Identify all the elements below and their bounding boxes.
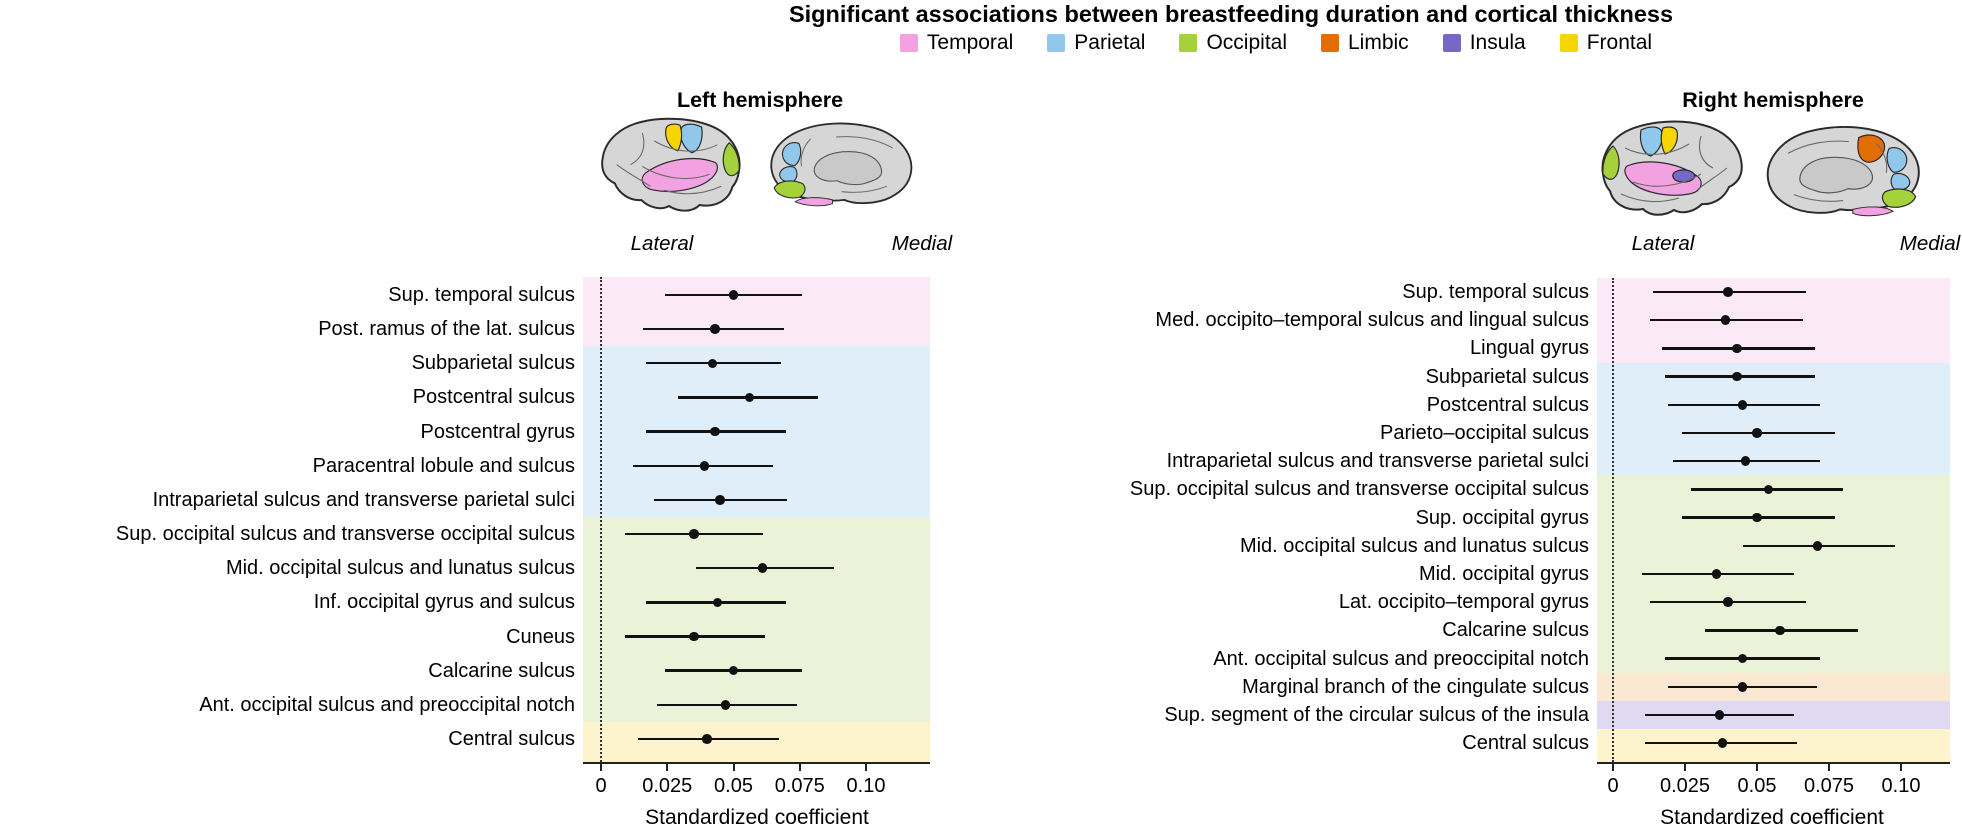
row-label: Parieto–occipital sulcus xyxy=(1380,422,1589,444)
brain-medial-left-icon xyxy=(765,117,920,219)
row-label: Sup. occipital gyrus xyxy=(1415,506,1589,529)
row-label: Marginal branch of the cingulate sulcus xyxy=(1242,675,1589,698)
legend-swatch-parietal-icon xyxy=(1047,34,1065,52)
x-axis-tick xyxy=(600,764,602,771)
point-estimate-dot xyxy=(1715,710,1725,720)
left-hemisphere-title: Left hemisphere xyxy=(676,88,844,112)
row-label: Lingual gyrus xyxy=(1470,337,1589,360)
legend-label: Occipital xyxy=(1206,31,1287,54)
legend-item-insula xyxy=(1443,31,1526,55)
legend-swatch-frontal-icon xyxy=(1560,34,1578,52)
x-tick-label: 0.05 xyxy=(1737,775,1777,797)
row-label: Paracentral lobule and sulcus xyxy=(312,454,575,477)
legend-item-occipital xyxy=(1179,31,1287,55)
row-label: Sup. occipital sulcus and transverse occipital sulcus xyxy=(115,523,575,546)
row-label: Sup. temporal sulcus xyxy=(388,284,575,306)
x-tick-label: 0.075 xyxy=(774,775,825,797)
row-label: Inf. occipital gyrus and sulcus xyxy=(313,591,575,614)
x-tick-label: 0 xyxy=(1607,775,1619,797)
legend-item-limbic xyxy=(1321,31,1409,55)
right-lateral-label: Lateral xyxy=(1631,232,1695,255)
x-axis-caption: Standardized coefficient xyxy=(1660,806,1884,829)
point-estimate-dot xyxy=(1723,597,1733,607)
x-axis-caption: Standardized coefficient xyxy=(645,806,869,829)
legend-label: Frontal xyxy=(1586,31,1653,54)
row-label: Calcarine sulcus xyxy=(1442,619,1589,642)
x-axis-tick xyxy=(666,764,668,771)
left-medial-label: Medial xyxy=(891,232,953,255)
point-estimate-dot xyxy=(1813,541,1823,551)
x-tick-label: 0 xyxy=(595,775,607,797)
point-estimate-dot xyxy=(1752,513,1762,523)
row-label: Intraparietal sulcus and transverse parietal sulci xyxy=(1166,450,1589,473)
figure-title: Significant associations between breastfeeding duration and cortical thickness xyxy=(788,1,1674,27)
x-axis-tick xyxy=(799,764,801,771)
row-label: Sup. temporal sulcus xyxy=(1402,281,1589,303)
legend-item-frontal xyxy=(1560,31,1652,55)
x-axis-tick xyxy=(733,764,735,771)
legend-label: Limbic xyxy=(1348,31,1409,54)
x-axis-tick xyxy=(1756,764,1758,771)
lobe-band-parietal xyxy=(1597,363,1950,476)
legend-label: Insula xyxy=(1469,31,1526,54)
row-label: Lat. occipito–temporal gyrus xyxy=(1338,591,1589,614)
point-estimate-dot xyxy=(1738,400,1748,410)
x-axis-tick xyxy=(865,764,867,771)
point-estimate-dot xyxy=(1741,456,1751,466)
row-label: Calcarine sulcus xyxy=(428,659,575,682)
legend-item-temporal xyxy=(900,31,1013,55)
row-label: Mid. occipital sulcus and lunatus sulcus xyxy=(1239,534,1589,557)
row-label: Mid. occipital sulcus and lunatus sulcus xyxy=(225,557,575,580)
row-label: Post. ramus of the lat. sulcus xyxy=(318,318,575,341)
legend-label: Parietal xyxy=(1074,31,1146,54)
legend xyxy=(590,31,1962,55)
x-tick-label: 0.10 xyxy=(846,775,886,797)
row-label: Postcentral gyrus xyxy=(420,420,575,443)
point-estimate-dot xyxy=(1738,682,1748,692)
row-label: Postcentral sulcus xyxy=(1426,393,1589,416)
legend-item-parietal xyxy=(1047,31,1145,55)
point-estimate-dot xyxy=(1718,738,1728,748)
x-axis-line xyxy=(1597,762,1950,764)
x-tick-label: 0.075 xyxy=(1803,775,1855,797)
row-label: Sup. segment of the circular sulcus of the insula xyxy=(1164,704,1589,726)
row-label: Central sulcus xyxy=(448,727,575,750)
right-hemisphere-title: Right hemisphere xyxy=(1682,88,1864,112)
row-label: Med. occipito–temporal sulcus and lingual sulcus xyxy=(1155,309,1589,332)
brain-lateral-right-icon xyxy=(1597,116,1747,228)
legend-label: Temporal xyxy=(926,31,1014,54)
point-estimate-dot xyxy=(1775,626,1785,636)
brain-medial-right-icon xyxy=(1758,120,1926,230)
x-axis-line xyxy=(583,762,930,764)
x-axis-tick xyxy=(1828,764,1830,771)
point-estimate-dot xyxy=(1723,287,1733,297)
row-label: Sup. occipital sulcus and transverse occipital sulcus xyxy=(1129,478,1589,501)
x-tick-label: 0.025 xyxy=(642,775,693,797)
row-label: Intraparietal sulcus and transverse parietal sulci xyxy=(152,488,575,511)
x-axis-tick xyxy=(1684,764,1686,771)
legend-swatch-occipital-icon xyxy=(1179,34,1197,52)
row-label: Subparietal sulcus xyxy=(1425,365,1589,388)
row-label: Ant. occipital sulcus and preoccipital notch xyxy=(1213,647,1589,670)
x-tick-label: 0.05 xyxy=(714,775,753,797)
x-tick-label: 0.10 xyxy=(1881,775,1921,797)
left-lateral-label: Lateral xyxy=(630,232,694,255)
point-estimate-dot xyxy=(1732,372,1742,382)
row-label: Ant. occipital sulcus and preoccipital notch xyxy=(199,693,575,716)
zero-reference-line xyxy=(1612,278,1614,762)
row-label: Subparietal sulcus xyxy=(411,352,575,375)
right-medial-label: Medial xyxy=(1899,232,1961,255)
x-tick-label: 0.025 xyxy=(1659,775,1711,797)
lobe-band-frontal xyxy=(1597,729,1950,762)
point-estimate-dot xyxy=(1752,428,1762,438)
row-label: Cuneus xyxy=(506,625,575,648)
row-label: Postcentral sulcus xyxy=(412,386,575,409)
row-label: Mid. occipital gyrus xyxy=(1418,563,1589,585)
legend-swatch-insula-icon xyxy=(1443,34,1461,52)
row-label: Central sulcus xyxy=(1462,732,1589,755)
legend-swatch-temporal-icon xyxy=(900,34,918,52)
x-axis-tick xyxy=(1900,764,1902,771)
x-axis-tick xyxy=(1612,764,1614,771)
brain-lateral-left-icon xyxy=(597,113,745,224)
legend-swatch-limbic-icon xyxy=(1321,34,1339,52)
point-estimate-dot xyxy=(1721,315,1731,325)
point-estimate-dot xyxy=(1732,344,1742,354)
